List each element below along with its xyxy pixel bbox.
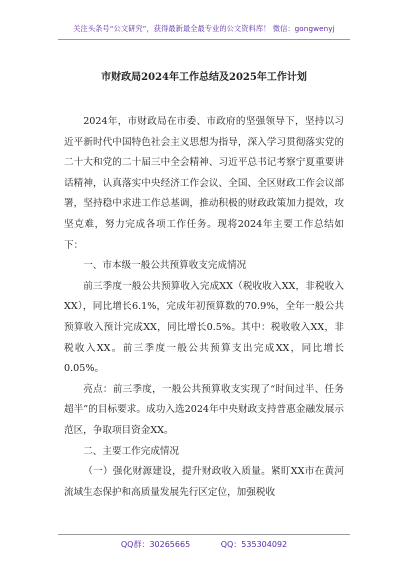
document-body: [64, 112, 344, 503]
footer-contacts: [0, 539, 408, 550]
paragraph-highlight: 亮点：前三季度，一般公共预算收支实现了“时间过半、任务超半”的目标要求。成功入选2024年中央财政支持普惠金融发展示范区，争取项目资金XX。: [64, 383, 344, 436]
footer-qq: QQ：535304092: [220, 540, 288, 549]
document-title: 市财政局2024年工作总结及2025年工作计划: [101, 72, 307, 83]
section-heading-2: 二、主要工作完成情况: [83, 445, 180, 457]
section-heading-1: 一、市本级一般公共预算收支完成情况: [83, 260, 247, 272]
header-banner: 关注头条号“公文研究”，获得最新最全最专业的公文资料库！ 微信：gongwenyj: [73, 24, 335, 33]
paragraph-revenue: （一）强化财源建设，提升财政收入质量。紧盯XX市在黄河流域生态保护和高质量发展先行区定位，加强税收: [64, 466, 344, 498]
footer-qq-group: QQ群：30265665: [120, 540, 191, 549]
paragraph-budget: 前三季度一般公共预算收入完成XX（税收收入XX，非税收入XX），同比增长6.1%，完成年初预算数的70.9%，全年一般公共预算收入预计完成XX，同比增长0.5%。其中：税收收入XX，非税收入XX。前三季度一般公共预算支出完成XX，同比增长0.05%。: [64, 280, 344, 375]
paragraph-intro: 2024年，市财政局在市委、市政府的坚强领导下，坚持以习近平新时代中国特色社会主义思想为指导，深入学习贯彻落实党的二十大和党的二十届三中全会精神、习近平总书记考察宁夏重要讲话精神，认真落实中央经济工作会议、全国、全区财政工作会议部署，坚持稳中求进工作总基调，推动积极的财政政策加力提效，攻坚克难，努力完成各项工作任务。现将2024年主要工作总结如下：: [64, 116, 344, 251]
footer-divider: [58, 534, 350, 535]
header-divider: [58, 39, 350, 40]
